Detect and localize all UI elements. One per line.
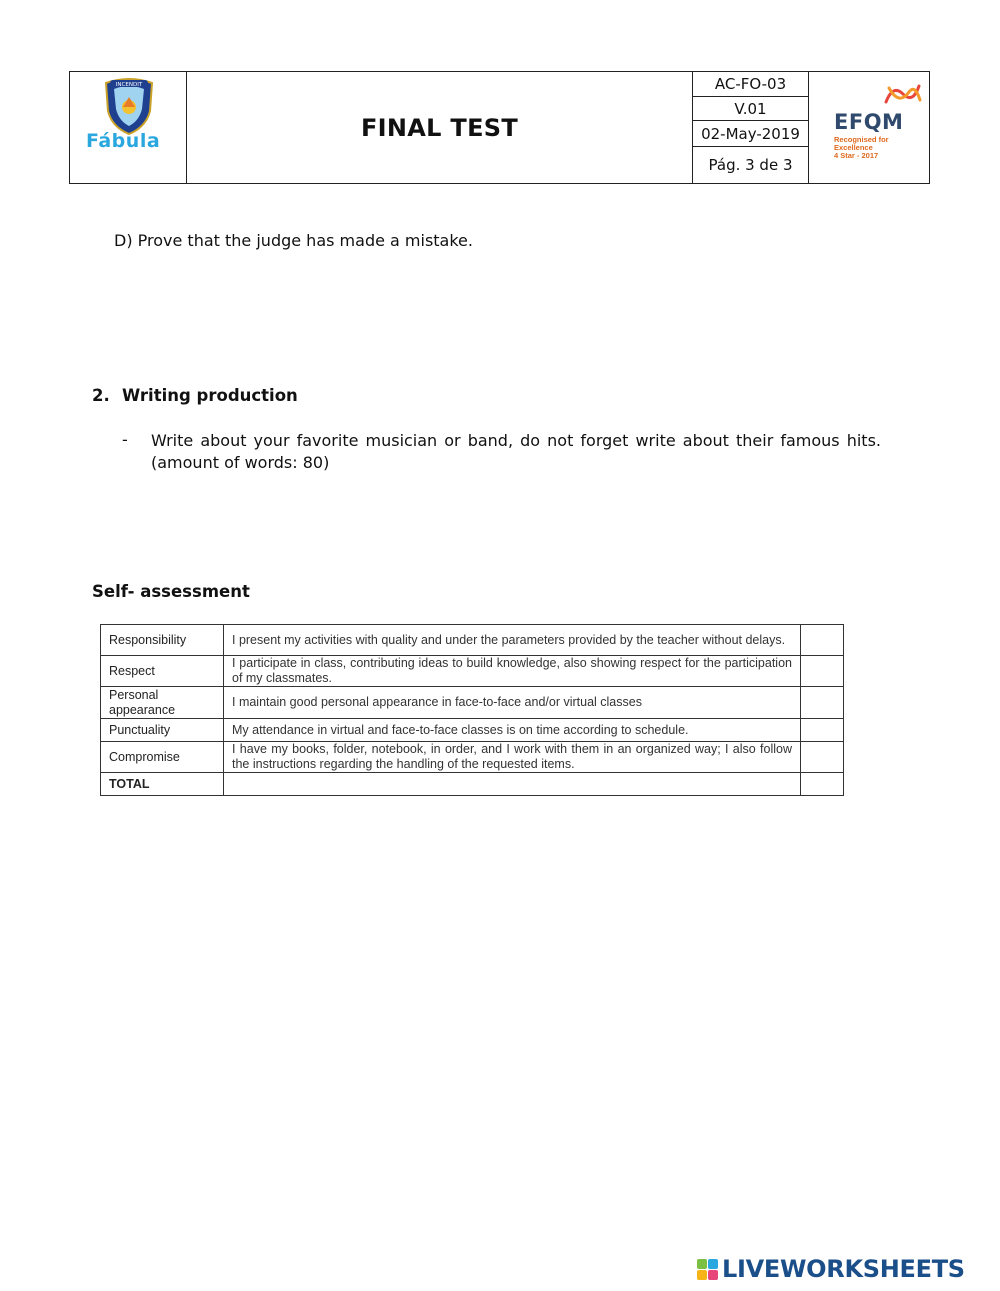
criterion-cell: Responsibility [101, 625, 224, 656]
fabula-logo-text: Fábula [86, 130, 161, 152]
efqm-logo: EFQM [834, 110, 904, 134]
efqm-recognition-line1: Recognised for Excellence [834, 135, 889, 152]
efqm-logo-cell [809, 72, 929, 183]
fabula-logo [86, 130, 160, 152]
description-cell: I maintain good personal appearance in face-to-face and/or virtual classes [224, 687, 801, 719]
total-score-cell[interactable] [801, 773, 844, 796]
table-row [101, 742, 844, 773]
criterion-cell: Punctuality [101, 719, 224, 742]
question-d: D) Prove that the judge has made a mistake. [114, 231, 473, 250]
document-code: AC-FO-03 [693, 72, 808, 97]
table-row [101, 719, 844, 742]
liveworksheets-brand: LIVEWORKSHEETS [722, 1255, 965, 1283]
page-title: FINAL TEST [360, 113, 519, 142]
self-assessment-table [100, 624, 844, 796]
score-cell[interactable] [801, 742, 844, 773]
criterion-cell: Compromise [101, 742, 224, 773]
description-cell: I have my books, folder, notebook, in order, and I work with them in an organized way; I also follow the instructions regarding the handling of the requested items. [224, 742, 801, 773]
liveworksheets-logo [697, 1255, 965, 1283]
title-cell [187, 72, 693, 183]
table-row [101, 656, 844, 687]
self-assessment-heading: Self- assessment [92, 582, 250, 601]
school-logo-cell [70, 72, 187, 183]
liveworksheets-icon [697, 1259, 718, 1280]
description-cell: I participate in class, contributing ideas to build knowledge, also showing respect for the participation of my classmates. [224, 656, 801, 687]
table-row [101, 625, 844, 656]
description-cell: My attendance in virtual and face-to-face classes is on time according to schedule. [224, 719, 801, 742]
efqm-swirl-icon [883, 80, 923, 108]
section-heading-writing [92, 386, 298, 405]
document-version: V.01 [693, 97, 808, 121]
document-header [69, 71, 930, 184]
score-cell[interactable] [801, 625, 844, 656]
school-logo-text: INCENDIT [115, 82, 143, 88]
school-shield-logo [102, 77, 156, 135]
total-description-cell [224, 773, 801, 796]
total-label: TOTAL [101, 773, 224, 796]
score-cell[interactable] [801, 656, 844, 687]
bullet-dash: - [122, 430, 128, 449]
efqm-recognition [834, 136, 929, 160]
page-number: Pág. 3 de 3 [708, 156, 793, 174]
criterion-cell: Personal appearance [101, 687, 224, 719]
document-date: 02-May-2019 [693, 121, 808, 147]
table-row [101, 687, 844, 719]
score-cell[interactable] [801, 687, 844, 719]
criterion-cell: Respect [101, 656, 224, 687]
efqm-recognition-line2: 4 Star - 2017 [834, 151, 879, 160]
description-cell: I present my activities with quality and under the parameters provided by the teacher without delays. [224, 625, 801, 656]
writing-instruction: Write about your favorite musician or band, do not forget write about their famous hits. (amount of words: 80) [151, 431, 881, 472]
score-cell[interactable] [801, 719, 844, 742]
document-meta [693, 72, 809, 183]
total-row [101, 773, 844, 796]
section-title: Writing production [122, 386, 298, 405]
section-number: 2. [92, 386, 110, 405]
